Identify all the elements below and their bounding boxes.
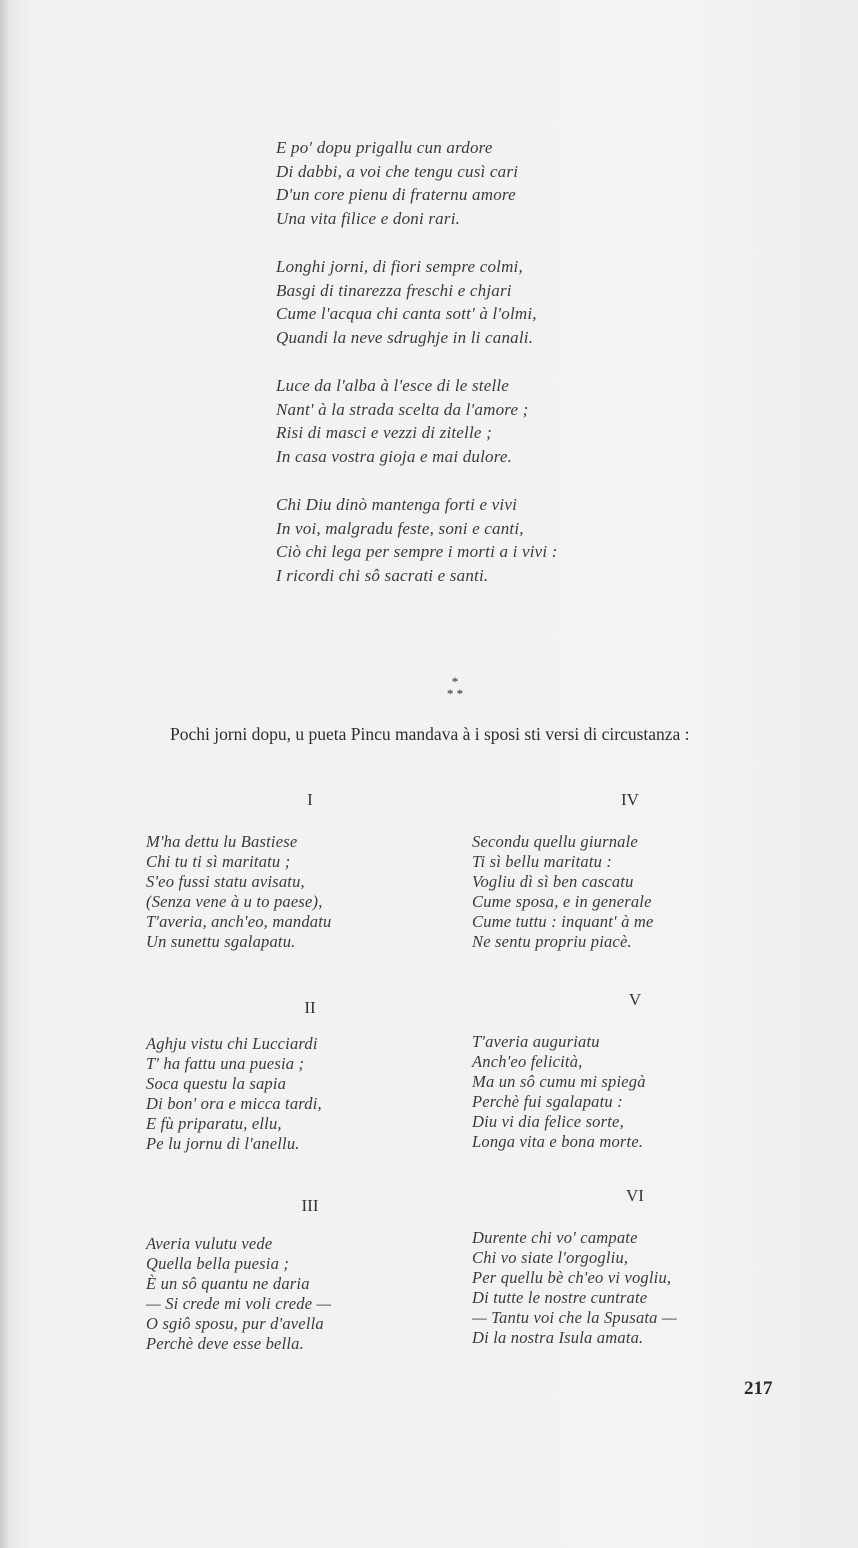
- verse-line: Una vita filice e doni rari.: [276, 208, 461, 228]
- verse-line: In casa vostra gioja e mai dulore.: [276, 446, 513, 466]
- verse-line: Perchè fui sgalapatu :: [472, 1092, 623, 1111]
- section-numeral: III: [301, 1196, 319, 1215]
- verse-line: Basgi di tinarezza freschi e chjari: [276, 280, 512, 300]
- verse-line: M'ha dettu lu Bastiese: [146, 832, 298, 851]
- verse-line: Un sunettu sgalapatu.: [146, 932, 296, 951]
- verse-line: E po' dopu prigallu cun ardore: [276, 138, 493, 157]
- verse-line: Di la nostra Isula amata.: [472, 1328, 644, 1347]
- verse-line: Per quellu bè ch'eo vi vogliu,: [472, 1268, 672, 1287]
- asterism-top: *: [451, 674, 459, 689]
- verse-line: In voi, malgradu feste, soni e canti,: [276, 518, 524, 538]
- verse-line: Durente chi vo' campate: [472, 1228, 638, 1247]
- verse-line: Chi tu ti sì maritatu ;: [146, 852, 291, 871]
- verse-line: S'eo fussi statu avisatu,: [146, 872, 305, 891]
- verse-line: Averia vulutu vede: [146, 1234, 273, 1253]
- poem-section: [472, 1228, 792, 1348]
- verse-line: Cume sposa, e in generale: [472, 892, 652, 911]
- poem-section: [472, 1032, 792, 1152]
- verse-line: Secondu quellu giurnale: [472, 832, 638, 851]
- verse-line: Di dabbi, a voi che tengu cusì cari: [276, 161, 519, 181]
- verse-line: Ciò chi lega per sempre i morti a i vivi :: [276, 542, 558, 561]
- poem-section: [146, 1034, 466, 1154]
- verse-line: Ti sì bellu maritatu :: [472, 852, 613, 871]
- verse-line: Nant' à la strada scelta da l'amore ;: [276, 399, 529, 419]
- verse-line: Diu vi dia felice sorte,: [472, 1112, 624, 1131]
- verse-line: Risi di masci e vezzi di zitelle ;: [276, 423, 492, 442]
- verse-line: Chi vo siate l'orgogliu,: [472, 1248, 629, 1267]
- verse-line: Di tutte le nostre cuntrate: [472, 1288, 648, 1307]
- verse-line: (Senza vene à u to paese),: [146, 892, 323, 911]
- verse-line: Pe lu jornu di l'anellu.: [146, 1134, 300, 1153]
- opening-poem: [276, 136, 696, 612]
- verse-line: Cume l'acqua chi canta sott' à l'olmi,: [276, 304, 537, 323]
- verse-line: Quandi la neve sdrughje in li canali.: [276, 327, 534, 347]
- stanza: [276, 136, 696, 230]
- verse-line: Anch'eo felicità,: [472, 1052, 583, 1071]
- page-edge: [0, 0, 10, 1548]
- section-numeral: IV: [621, 790, 639, 809]
- verse-line: Vogliu dì sì ben cascatu: [472, 872, 634, 891]
- verse-line: Ne sentu propriu piacè.: [472, 932, 632, 951]
- verse-line: Soca questu la sapia: [146, 1074, 287, 1093]
- section-numeral: VI: [626, 1186, 644, 1205]
- verse-line: Ma un sô cumu mi spiegà: [472, 1072, 646, 1091]
- section-numeral: I: [307, 790, 313, 809]
- verse-line: T'averia auguriatu: [472, 1032, 600, 1051]
- verse-line: E fù priparatu, ellu,: [146, 1114, 282, 1133]
- section-numeral: II: [304, 998, 316, 1017]
- verse-line: T'averia, anch'eo, mandatu: [146, 912, 332, 931]
- verse-line: Aghju vistu chi Lucciardi: [146, 1034, 318, 1053]
- verse-line: Perchè deve esse bella.: [146, 1334, 304, 1353]
- verse-line: Longa vita e bona morte.: [472, 1132, 644, 1151]
- verse-line: O sgiô sposu, pur d'avella: [146, 1314, 324, 1333]
- verse-line: — Si crede mi voli crede —: [146, 1294, 332, 1313]
- asterism-bottom: * *: [446, 686, 464, 701]
- section-numeral: V: [628, 990, 642, 1009]
- prose-paragraph: Pochi jorni dopu, u pueta Pincu mandava à i sposi sti versi di circustanza :: [170, 724, 690, 744]
- poem-section: [146, 832, 466, 952]
- verse-line: D'un core pienu di fraternu amore: [276, 185, 516, 204]
- stanza: [276, 493, 696, 587]
- verse-line: Quella bella puesia ;: [146, 1254, 290, 1273]
- stanza: [276, 255, 696, 349]
- verse-line: Luce da l'alba à l'esce di le stelle: [276, 376, 510, 395]
- asterism-separator: [440, 676, 470, 700]
- verse-line: I ricordi chi sô sacrati e santi.: [276, 565, 489, 585]
- verse-line: Cume tuttu : inquant' à me: [472, 912, 654, 931]
- verse-line: Di bon' ora e micca tardi,: [146, 1094, 322, 1113]
- verse-line: È un sô quantu ne daria: [146, 1274, 310, 1293]
- stanza: [276, 374, 696, 468]
- poem-section: [472, 832, 792, 952]
- verse-line: Chi Diu dinò mantenga forti e vivi: [276, 495, 517, 514]
- poem-section: [146, 1234, 466, 1354]
- verse-line: Longhi jorni, di fiori sempre colmi,: [276, 257, 523, 276]
- verse-line: — Tantu voi che la Spusata —: [472, 1308, 677, 1327]
- page-number: 217: [744, 1378, 773, 1399]
- verse-line: T' ha fattu una puesia ;: [146, 1054, 305, 1073]
